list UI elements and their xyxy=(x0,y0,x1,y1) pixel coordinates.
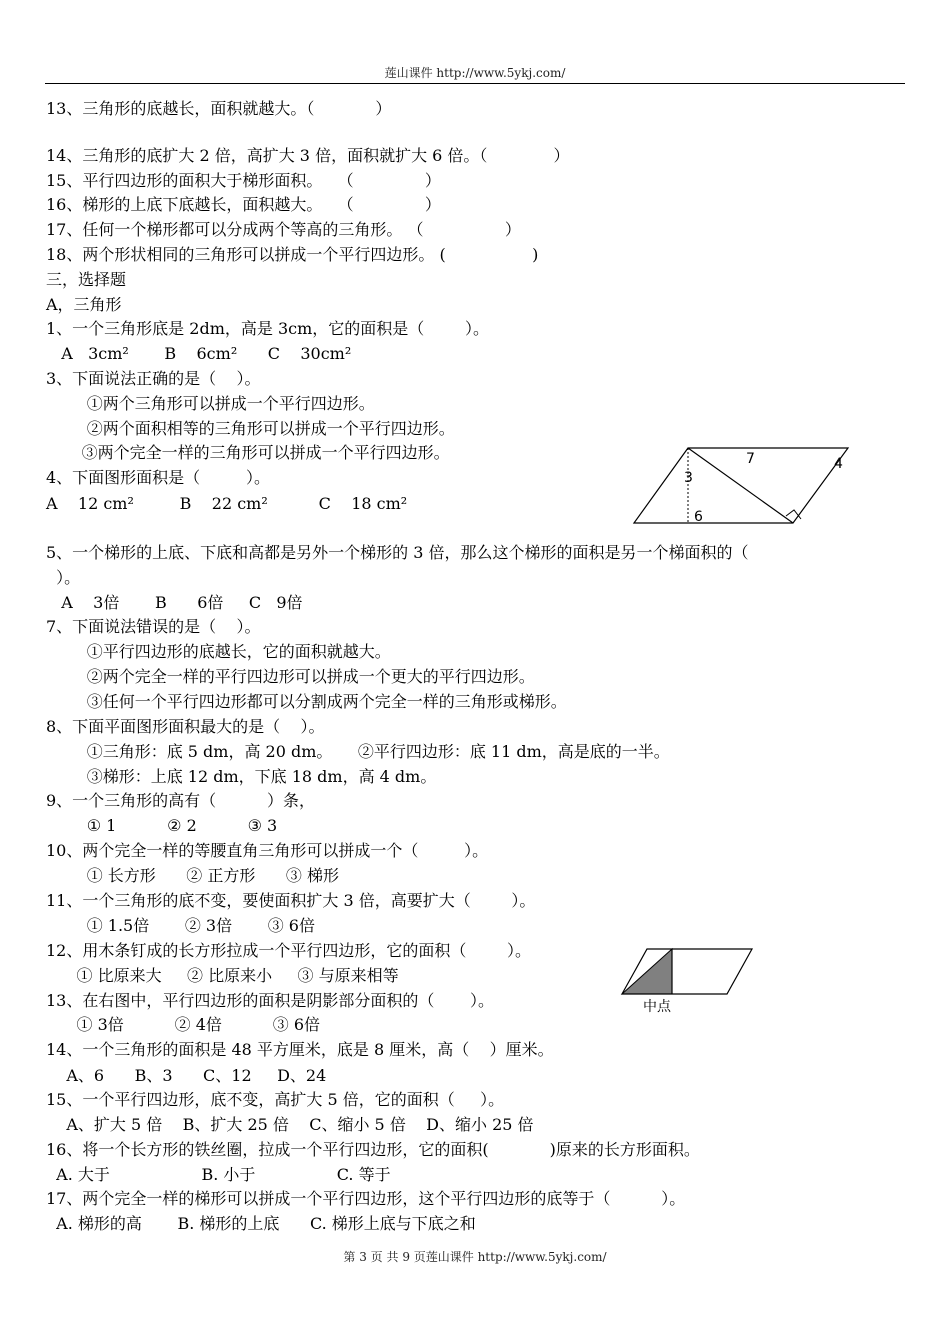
question-line: 3、下面说法正确的是（ ）。 xyxy=(46,369,261,388)
question-line: 17、任何一个梯形都可以分成两个等高的三角形。 （ ） xyxy=(46,220,521,239)
option-line: ③两个完全一样的三角形可以拼成一个平行四边形。 xyxy=(46,443,450,462)
option-line: A 12 cm² B 22 cm² C 18 cm² xyxy=(46,494,408,513)
label-3: 3 xyxy=(684,470,693,486)
question-line: 17、两个完全一样的梯形可以拼成一个平行四边形，这个平行四边形的底等于（ ）。 xyxy=(46,1189,686,1208)
option-line: ②两个完全一样的平行四边形可以拼成一个更大的平行四边形。 xyxy=(46,667,535,686)
option-line: A、6 B、3 C、12 D、24 xyxy=(46,1066,327,1085)
question-line: 13、在右图中，平行四边形的面积是阴影部分面积的（ ）。 xyxy=(46,991,494,1010)
question-line: 16、梯形的上底下底越长，面积越大。 （ ） xyxy=(46,195,441,214)
header-rule xyxy=(45,83,905,84)
question-line: 1、一个三角形底是 2dm，高是 3cm，它的面积是（ ）。 xyxy=(46,319,489,338)
midpoint-label: 中点 xyxy=(643,999,671,1015)
page-header: 莲山课件 http://www.5ykj.com/ xyxy=(384,66,566,80)
question-line: ）。 xyxy=(46,568,81,587)
option-line: ① 比原来大 ② 比原来小 ③ 与原来相等 xyxy=(46,966,399,985)
option-line: ①三角形：底 5 dm，高 20 dm。 ②平行四边形：底 11 dm，高是底的一半。 xyxy=(46,742,670,761)
subsection-heading: A，三角形 xyxy=(46,295,122,314)
label-6: 6 xyxy=(694,509,703,525)
page-footer: 第 3 页 共 9 页莲山课件 http://www.5ykj.com/ xyxy=(343,1250,607,1264)
option-line: ③梯形：上底 12 dm，下底 18 dm，高 4 dm。 xyxy=(46,767,437,786)
section-heading: 三，选择题 xyxy=(46,270,127,289)
question-line: 15、平行四边形的面积大于梯形面积。 （ ） xyxy=(46,171,441,190)
option-line: ① 1.5倍 ② 3倍 ③ 6倍 xyxy=(46,916,315,935)
label-4: 4 xyxy=(834,456,843,472)
question-line: 11、一个三角形的底不变，要使面积扩大 3 倍，高要扩大（ ）。 xyxy=(46,891,536,910)
diagonal-line xyxy=(688,448,793,523)
question-line: 8、下面平面图形面积最大的是（ ）。 xyxy=(46,717,325,736)
option-line: ① 3倍 ② 4倍 ③ 6倍 xyxy=(46,1015,321,1034)
question-line: 10、两个完全一样的等腰直角三角形可以拼成一个（ ）。 xyxy=(46,841,489,860)
option-line: A. 梯形的高 B. 梯形的上底 C. 梯形上底与下底之和 xyxy=(46,1214,476,1233)
option-line: ①两个三角形可以拼成一个平行四边形。 xyxy=(46,394,375,413)
option-line: A. 大于 B. 小于 C. 等于 xyxy=(46,1165,391,1184)
option-line: ③任何一个平行四边形都可以分割成两个完全一样的三角形或梯形。 xyxy=(46,692,567,711)
parallelogram-figure-2 xyxy=(617,944,757,1016)
question-line: 16、将一个长方形的铁丝圈，拉成一个平行四边形，它的面积( )原来的长方形面积。 xyxy=(46,1140,700,1159)
shaded-triangle xyxy=(622,949,672,994)
question-line: 14、三角形的底扩大 2 倍，高扩大 3 倍，面积就扩大 6 倍。（ ） xyxy=(46,146,570,165)
option-line: ②两个面积相等的三角形可以拼成一个平行四边形。 xyxy=(46,419,455,438)
label-7: 7 xyxy=(746,451,755,467)
parallelogram-figure-1 xyxy=(628,442,860,530)
question-line: 7、下面说法错误的是（ ）。 xyxy=(46,617,261,636)
question-line: 15、一个平行四边形，底不变，高扩大 5 倍，它的面积（ ）。 xyxy=(46,1090,505,1109)
option-line: A 3倍 B 6倍 C 9倍 xyxy=(46,593,303,612)
question-line: 4、下面图形面积是（ ）。 xyxy=(46,468,270,487)
question-line: 12、用木条钉成的长方形拉成一个平行四边形，它的面积（ ）。 xyxy=(46,941,532,960)
question-line: 9、一个三角形的高有（ ）条， xyxy=(46,791,316,810)
option-line: ① 长方形 ② 正方形 ③ 梯形 xyxy=(46,866,339,885)
question-line: 14、一个三角形的面积是 48 平方厘米，底是 8 厘米，高（ ）厘米。 xyxy=(46,1040,554,1059)
option-line: A 3cm² B 6cm² C 30cm² xyxy=(46,344,352,363)
option-line: ① 1 ② 2 ③ 3 xyxy=(46,816,278,835)
question-line: 5、一个梯形的上底、下底和高都是另外一个梯形的 3 倍，那么这个梯形的面积是另一个梯面积的（ xyxy=(46,543,749,562)
option-line: ①平行四边形的底越长，它的面积就越大。 xyxy=(46,642,391,661)
question-line: 18、两个形状相同的三角形可以拼成一个平行四边形。 ( ) xyxy=(46,245,539,264)
option-line: A、扩大 5 倍 B、扩大 25 倍 C、缩小 5 倍 D、缩小 25 倍 xyxy=(46,1115,534,1134)
question-line: 13、三角形的底越长，面积就越大。（ ） xyxy=(46,99,392,118)
